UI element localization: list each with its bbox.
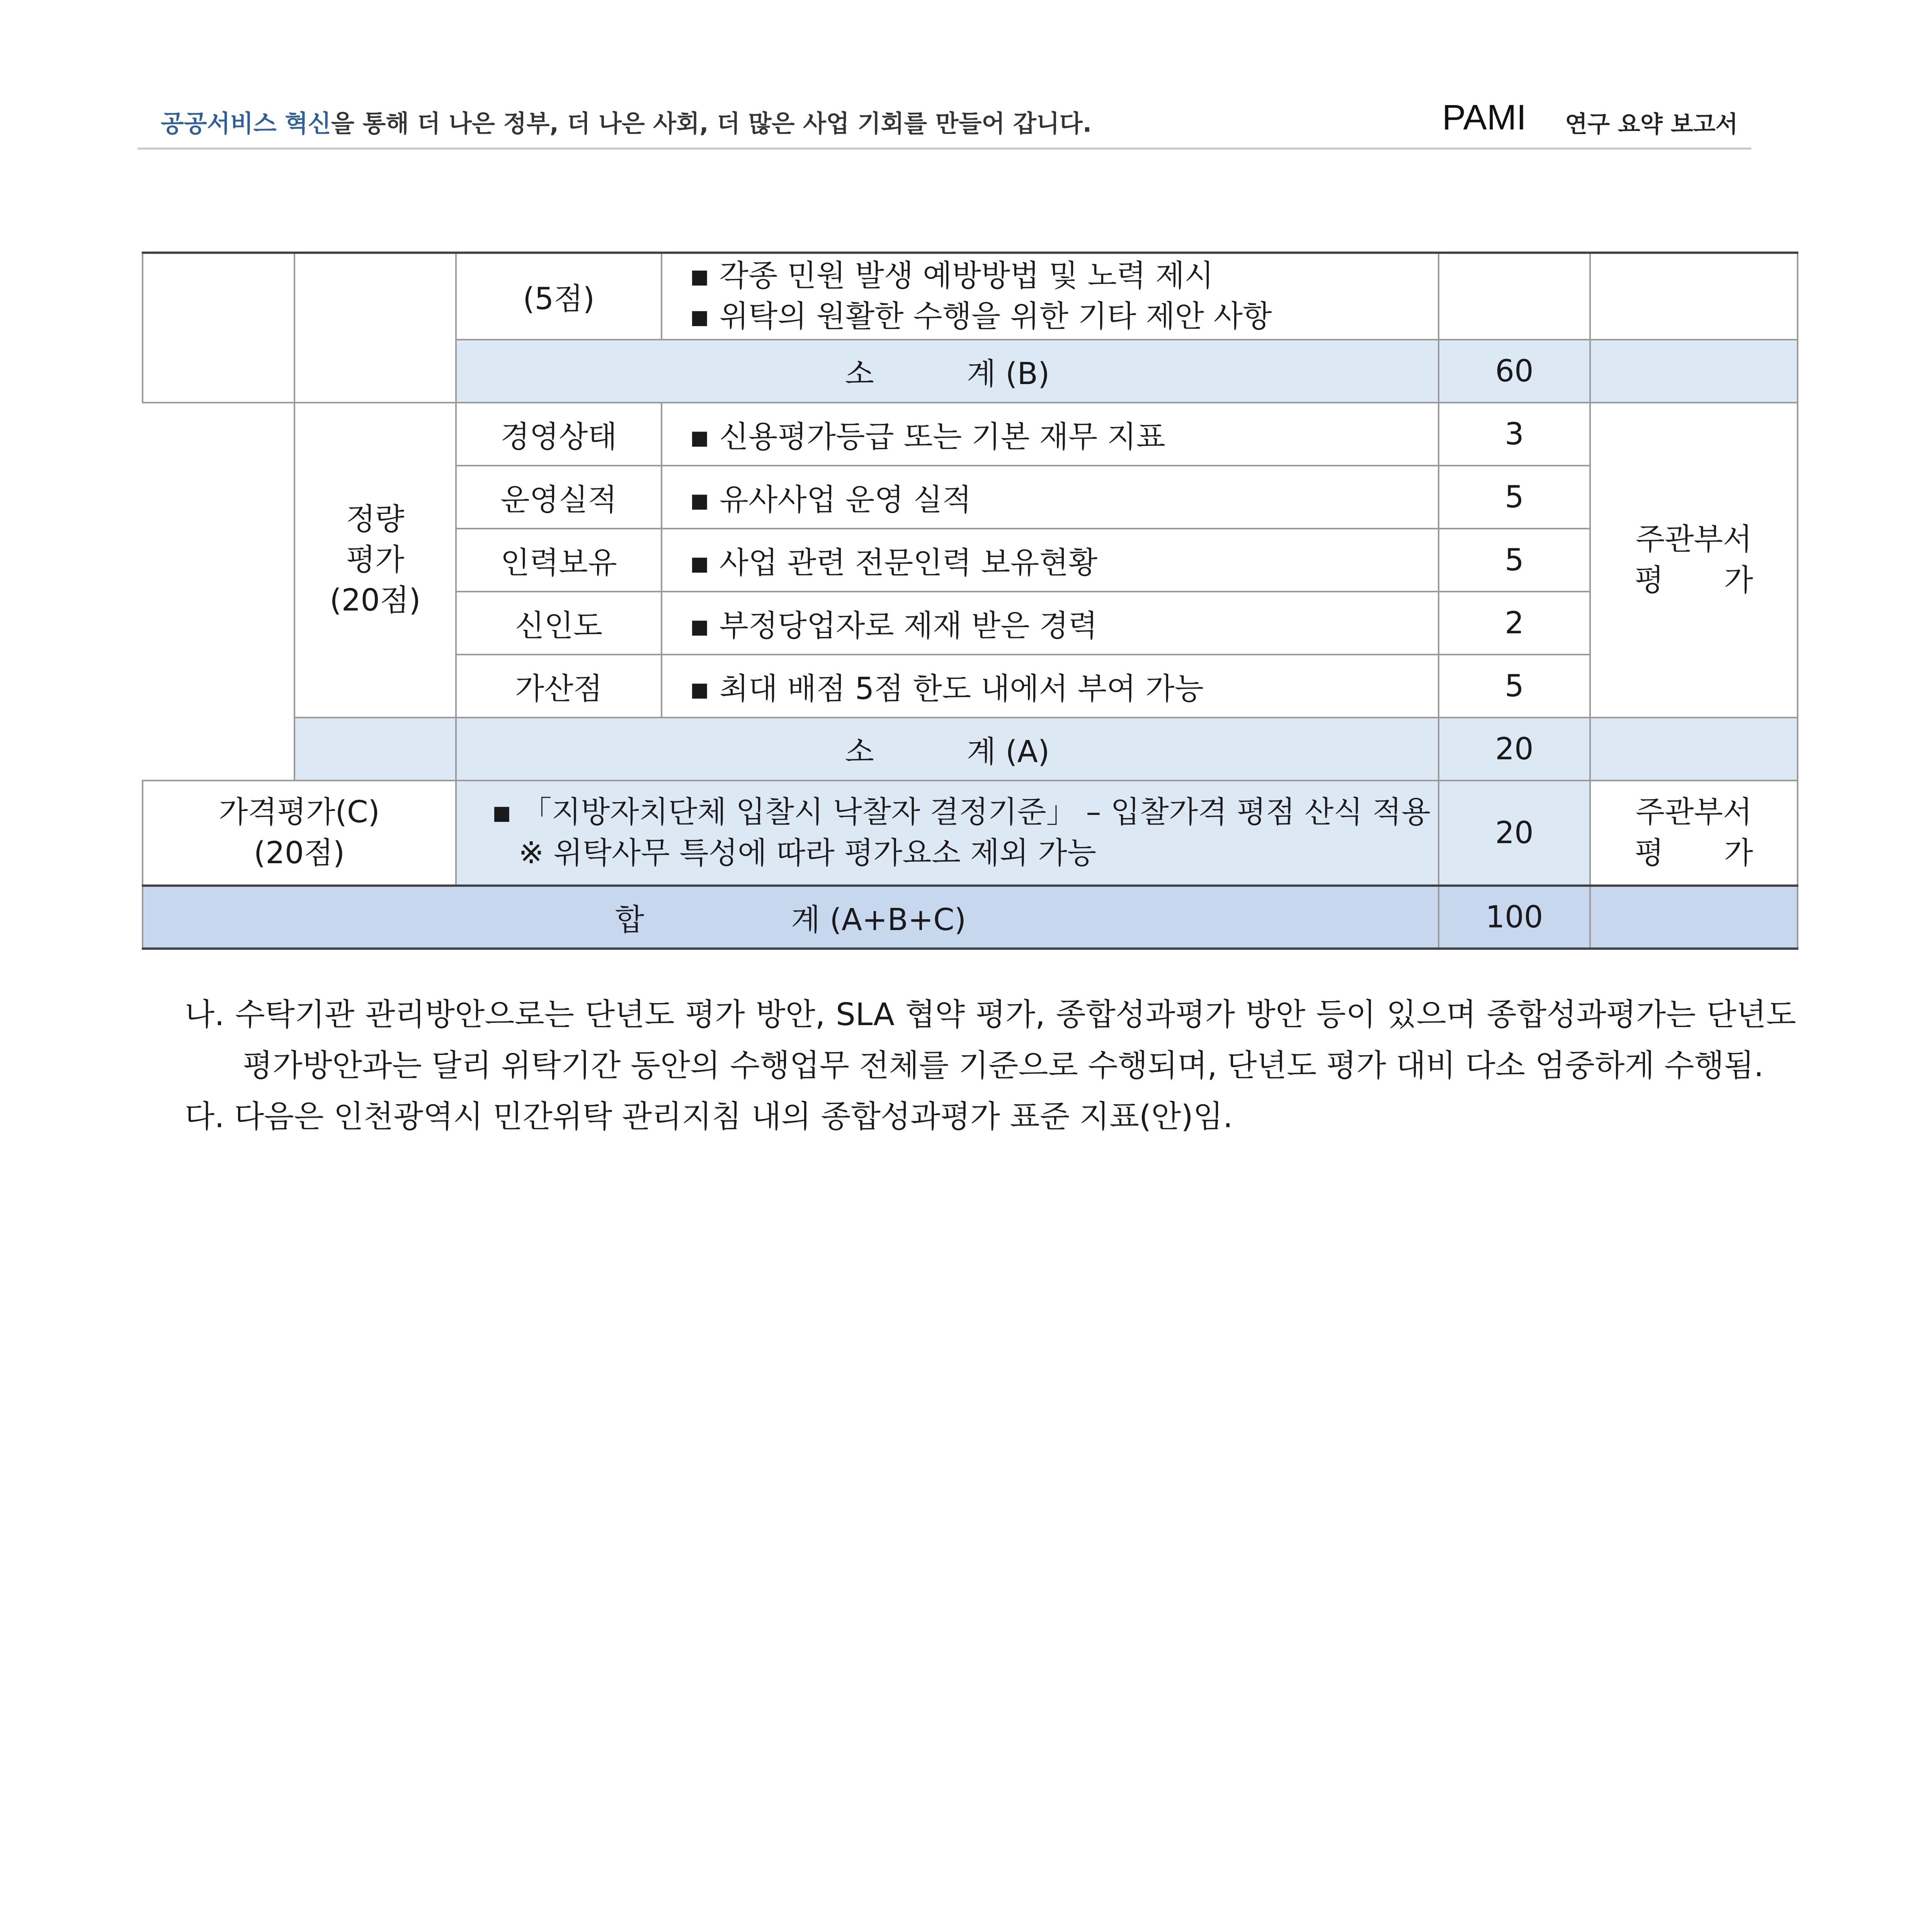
quant-group-label-1: 정량: [346, 502, 405, 537]
quant-evaluator-2: 평 가: [1635, 563, 1753, 598]
quant-desc: ▪ 유사사업 운영 실적: [662, 466, 1439, 529]
table-cell-empty: [1590, 340, 1798, 403]
table-cell-empty: [1439, 253, 1590, 340]
cont-items-cell: [662, 253, 1439, 340]
table-cell-empty: [143, 403, 294, 781]
table-cell-empty: [1590, 253, 1798, 340]
quant-group-label: [294, 403, 456, 718]
evaluation-table-container: [142, 252, 1797, 950]
table-cell-empty: [143, 253, 294, 403]
price-row: [143, 781, 1798, 886]
price-evaluator-2: 평 가: [1635, 835, 1753, 871]
total-row: [143, 886, 1798, 949]
quant-item: 경영상태: [456, 403, 662, 466]
price-evaluator-1: 주관부서: [1635, 795, 1752, 830]
price-label-1: 가격평가(C): [219, 795, 380, 830]
evaluation-table: [142, 252, 1798, 950]
cont-item-2: ▪ 위탁의 원활한 수행을 위한 기타 제안 사항: [689, 296, 1432, 337]
quant-score: 5: [1439, 655, 1590, 718]
price-score: 20: [1439, 781, 1590, 886]
subtotal-a-label-1: 소: [845, 734, 874, 769]
price-evaluator: [1590, 781, 1798, 886]
subtotal-b-label: [456, 340, 1439, 403]
quant-item: 인력보유: [456, 529, 662, 592]
quant-evaluator: [1590, 403, 1798, 718]
paragraph-na: 나. 수탁기관 관리방안으로는 단년도 평가 방안, SLA 협약 평가, 종합성과평가 방안 등이 있으며 종합성과평가는 단년도 평가방안과는 달리 위탁기간 동안의 수행업무 전체를 기준으로 수행되며, 단년도 평가 대비 다소 엄중하게 수행됨.: [185, 997, 1796, 1083]
subtotal-b-score: 60: [1439, 340, 1590, 403]
price-label: [143, 781, 456, 886]
quant-group-label-2: 평가: [346, 542, 405, 577]
cont-item-1: ▪ 각종 민원 발생 예방방법 및 노력 제시: [689, 256, 1432, 296]
total-label: [143, 886, 1439, 949]
cont-score-cell: (5점): [456, 253, 662, 340]
total-score: 100: [1439, 886, 1590, 949]
table-row: [143, 253, 1798, 340]
quant-desc: ▪ 신용평가등급 또는 기본 재무 지표: [662, 403, 1439, 466]
table-cell-empty: [1590, 718, 1798, 781]
subtotal-a-row: [143, 718, 1798, 781]
subtotal-b-label-1: 소: [845, 356, 874, 391]
quant-score: 5: [1439, 529, 1590, 592]
table-cell-empty: [1590, 886, 1798, 949]
header-brand: PAMI: [1442, 98, 1527, 137]
table-row: [143, 403, 1798, 466]
quant-item: 가산점: [456, 655, 662, 718]
header-slogan-accent: 공공서비스 혁신: [161, 109, 331, 138]
subtotal-a-label: [456, 718, 1439, 781]
table-cell-empty: [294, 718, 456, 781]
subtotal-b-label-2: 계 (B): [966, 356, 1050, 391]
header-slogan: [161, 104, 1092, 139]
price-desc: [456, 781, 1439, 886]
quant-score: 2: [1439, 592, 1590, 655]
subtotal-a-label-2: 계 (A): [966, 734, 1050, 769]
quant-group-label-3: (20점): [330, 583, 421, 618]
body-text: [185, 989, 1796, 1142]
subtotal-a-score: 20: [1439, 718, 1590, 781]
total-label-1: 합: [615, 902, 645, 937]
price-desc-1: ▪ 「지방자치단체 입찰시 낙찰자 결정기준」 – 입찰가격 평점 산식 적용: [492, 792, 1432, 833]
header-divider: [138, 148, 1751, 150]
quant-desc: ▪ 부정당업자로 제재 받은 경력: [662, 592, 1439, 655]
quant-desc: ▪ 최대 배점 5점 한도 내에서 부여 가능: [662, 655, 1439, 718]
total-label-2: 계 (A+B+C): [791, 902, 966, 937]
quant-item: 신인도: [456, 592, 662, 655]
quant-score: 5: [1439, 466, 1590, 529]
table-cell-empty: [294, 253, 456, 403]
header-slogan-rest: 을 통해 더 나은 정부, 더 나은 사회, 더 많은 사업 기회를 만들어 갑니다.: [331, 109, 1092, 138]
quant-item: 운영실적: [456, 466, 662, 529]
header-doc-type: 연구 요약 보고서: [1565, 111, 1738, 138]
quant-score: 3: [1439, 403, 1590, 466]
quant-desc: ▪ 사업 관련 전문인력 보유현황: [662, 529, 1439, 592]
price-label-2: (20점): [253, 835, 345, 871]
page-header: [138, 89, 1751, 143]
quant-evaluator-1: 주관부서: [1635, 522, 1752, 557]
price-desc-2: ※ 위탁사무 특성에 따라 평가요소 제외 가능: [519, 835, 1097, 871]
paragraph-da: 다. 다음은 인천광역시 민간위탁 관리지침 내의 종합성과평가 표준 지표(안)임.: [185, 1099, 1233, 1134]
